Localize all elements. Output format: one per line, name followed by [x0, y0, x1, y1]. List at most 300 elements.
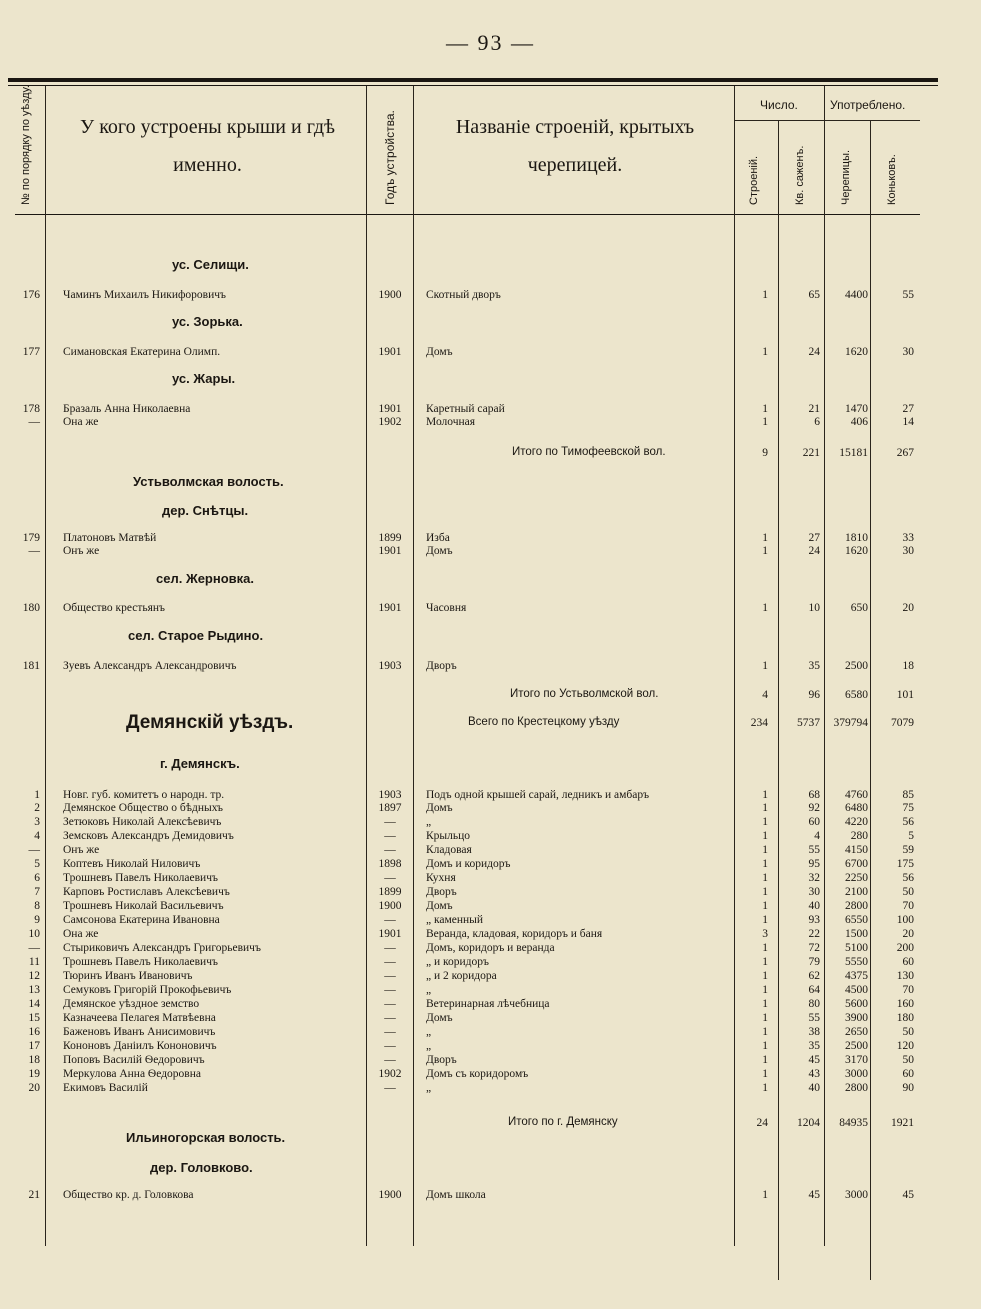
square-sazhens: 93 — [808, 914, 820, 926]
tiles-count: 2250 — [845, 872, 868, 884]
owner-name: Симановская Екатерина Олимп. — [63, 346, 221, 358]
tiles-count: 4760 — [845, 789, 868, 801]
building-name: Каретный сарай — [426, 403, 505, 415]
table-row — [0, 788, 981, 802]
row-number: 177 — [22, 346, 40, 358]
buildings-count: 3 — [762, 928, 768, 940]
table-row — [0, 345, 981, 359]
square-sazhens: 40 — [808, 1082, 820, 1094]
square-sazhens: 10 — [808, 602, 820, 614]
building-name: „ — [426, 816, 432, 828]
square-sazhens: 38 — [808, 1026, 820, 1038]
tiles-count: 3170 — [845, 1054, 868, 1066]
total-row — [0, 1116, 981, 1130]
owner-name: Демянское Общество о бѣдныхъ — [63, 802, 224, 814]
owner-name: Онъ же — [63, 844, 100, 856]
buildings-count: 1 — [762, 970, 768, 982]
ridges-count: 70 — [902, 984, 914, 996]
owner-name: Екимовъ Василій — [63, 1082, 148, 1094]
section-heading: ус. Зорька. — [172, 314, 243, 329]
section-heading: г. Демянскъ. — [160, 756, 240, 771]
year: 1903 — [378, 789, 402, 801]
row-number: 1 — [34, 789, 40, 801]
buildings-count: 1 — [762, 532, 768, 544]
owner-name: Меркулова Анна Ѳедоровна — [63, 1068, 201, 1080]
year: 1901 — [378, 545, 402, 557]
row-number: — — [28, 416, 40, 428]
total-sq: 1204 — [797, 1117, 820, 1129]
ridges-count: 55 — [902, 289, 914, 301]
tiles-count: 2800 — [845, 900, 868, 912]
owner-name: Бразаль Анна Николаевна — [63, 403, 191, 415]
tiles-count: 1620 — [845, 346, 868, 358]
square-sazhens: 79 — [808, 956, 820, 968]
tiles-count: 6700 — [845, 858, 868, 870]
building-name: Ветеринарная лѣчебница — [426, 998, 550, 1010]
building-name: „ и 2 коридора — [426, 970, 497, 982]
building-name: Скотный дворъ — [426, 289, 501, 301]
year: 1901 — [378, 602, 402, 614]
year: 1901 — [378, 928, 402, 940]
row-number: 11 — [28, 956, 40, 968]
buildings-count: 1 — [762, 998, 768, 1010]
buildings-count: 1 — [762, 289, 768, 301]
total-label: Всего по Крестецкому уѣзду — [468, 716, 620, 728]
ridges-count: 85 — [902, 789, 914, 801]
year: — — [384, 970, 396, 982]
table-row — [0, 955, 981, 969]
total-row — [0, 716, 981, 730]
tiles-count: 3000 — [845, 1068, 868, 1080]
square-sazhens: 92 — [808, 802, 820, 814]
square-sazhens: 55 — [808, 1012, 820, 1024]
buildings-count: 1 — [762, 789, 768, 801]
ridges-count: 60 — [902, 956, 914, 968]
ridges-count: 30 — [902, 545, 914, 557]
total-tiles: 15181 — [839, 447, 868, 459]
year: — — [384, 1026, 396, 1038]
owner-name: Чаминъ Михаилъ Никифоровичъ — [63, 289, 226, 301]
ridges-count: 45 — [902, 1189, 914, 1201]
square-sazhens: 72 — [808, 942, 820, 954]
buildings-count: 1 — [762, 830, 768, 842]
table-row — [0, 544, 981, 558]
row-number: 179 — [22, 532, 40, 544]
ridges-count: 59 — [902, 844, 914, 856]
ridges-count: 27 — [902, 403, 914, 415]
building-name: „ и коридоръ — [426, 956, 489, 968]
building-name: Домъ — [426, 802, 453, 814]
table-row — [0, 1067, 981, 1081]
building-name: Дворъ — [426, 886, 457, 898]
year: 1899 — [378, 886, 402, 898]
buildings-count: 1 — [762, 346, 768, 358]
building-name: „ — [426, 1082, 432, 1094]
tiles-count: 6480 — [845, 802, 868, 814]
table-row — [0, 1025, 981, 1039]
total-buildings: 234 — [750, 717, 768, 729]
ridges-count: 5 — [908, 830, 914, 842]
table-row — [0, 913, 981, 927]
ridges-count: 90 — [902, 1082, 914, 1094]
building-name: „ — [426, 1040, 432, 1052]
table-row — [0, 402, 981, 416]
owner-name: Трошневъ Николай Васильевичъ — [63, 900, 224, 912]
year: 1900 — [378, 1189, 402, 1201]
tiles-count: 2100 — [845, 886, 868, 898]
year: 1902 — [378, 416, 402, 428]
total-buildings: 9 — [762, 447, 768, 459]
row-number: 21 — [28, 1189, 40, 1201]
owner-name: Новг. губ. комитетъ о народн. тр. — [63, 789, 225, 801]
table-row — [0, 941, 981, 955]
ridges-count: 18 — [902, 660, 914, 672]
header-building: Названіе строеній, крытыхъ черепицей. — [455, 116, 695, 176]
owner-name: Кононовъ Даніилъ Кононовичъ — [63, 1040, 217, 1052]
header-group-used: Употреблено. — [830, 98, 906, 112]
section-heading: Устьволмская волость. — [133, 474, 284, 489]
owner-name: Тюринъ Иванъ Ивановичъ — [63, 970, 193, 982]
table-row — [0, 871, 981, 885]
section-heading: сел. Старое Рыдино. — [128, 628, 264, 643]
square-sazhens: 65 — [808, 289, 820, 301]
ridges-count: 100 — [896, 914, 914, 926]
total-tiles: 84935 — [839, 1117, 868, 1129]
page-number: — 93 — — [446, 30, 535, 55]
year: 1898 — [378, 858, 402, 870]
ridges-count: 75 — [902, 802, 914, 814]
owner-name: Трошневъ Павелъ Николаевичъ — [63, 872, 218, 884]
tiles-count: 280 — [850, 830, 868, 842]
section-heading: дер. Снѣтцы. — [162, 503, 249, 518]
table-row — [0, 288, 981, 302]
tiles-count: 5550 — [845, 956, 868, 968]
owner-name: Коптевъ Николай Ниловичъ — [63, 858, 201, 870]
buildings-count: 1 — [762, 403, 768, 415]
owner-name: Семуковъ Григорій Прокофьевичъ — [63, 984, 232, 996]
building-name: Молочная — [426, 416, 476, 428]
section-heading: ус. Селищи. — [172, 257, 249, 272]
building-name: Домъ — [426, 545, 453, 557]
row-number: 3 — [34, 816, 40, 828]
section-heading: дер. Головково. — [150, 1160, 253, 1175]
table-row — [0, 1053, 981, 1067]
row-number: 2 — [34, 802, 40, 814]
total-buildings: 4 — [762, 689, 768, 701]
row-number: 5 — [34, 858, 40, 870]
table-row — [0, 1081, 981, 1095]
building-name: Подъ одной крышей сарай, ледникъ и амбаръ — [426, 789, 650, 801]
building-name: Часовня — [426, 602, 467, 614]
row-number: 6 — [34, 872, 40, 884]
table-row — [0, 815, 981, 829]
square-sazhens: 24 — [808, 346, 820, 358]
square-sazhens: 24 — [808, 545, 820, 557]
header-num: № по порядку по уѣзду. — [20, 85, 32, 205]
tiles-count: 4400 — [845, 289, 868, 301]
building-name: Домъ школа — [426, 1189, 486, 1201]
ridges-count: 20 — [902, 928, 914, 940]
square-sazhens: 6 — [814, 416, 820, 428]
building-name: Дворъ — [426, 1054, 457, 1066]
buildings-count: 1 — [762, 900, 768, 912]
year: — — [384, 1082, 396, 1094]
row-number: 8 — [34, 900, 40, 912]
buildings-count: 1 — [762, 1082, 768, 1094]
table-row — [0, 801, 981, 815]
owner-name: Зетюковъ Николай Алексѣевичъ — [63, 816, 222, 828]
buildings-count: 1 — [762, 858, 768, 870]
square-sazhens: 21 — [808, 403, 820, 415]
square-sazhens: 40 — [808, 900, 820, 912]
tiles-count: 2800 — [845, 1082, 868, 1094]
buildings-count: 1 — [762, 416, 768, 428]
square-sazhens: 22 — [808, 928, 820, 940]
row-number: 181 — [22, 660, 40, 672]
tiles-count: 4500 — [845, 984, 868, 996]
building-name: Домъ — [426, 900, 453, 912]
year: 1901 — [378, 346, 402, 358]
buildings-count: 1 — [762, 816, 768, 828]
square-sazhens: 35 — [808, 1040, 820, 1052]
buildings-count: 1 — [762, 802, 768, 814]
building-name: Крыльцо — [426, 830, 471, 842]
building-name: „ — [426, 1026, 432, 1038]
ridges-count: 56 — [902, 872, 914, 884]
table-row — [0, 885, 981, 899]
buildings-count: 1 — [762, 545, 768, 557]
top-rule — [8, 78, 938, 82]
owner-name: Зуевъ Александръ Александровичъ — [63, 660, 237, 672]
row-number: 12 — [28, 970, 40, 982]
ridges-count: 33 — [902, 532, 914, 544]
owner-name: Трошневъ Павелъ Николаевичъ — [63, 956, 218, 968]
square-sazhens: 45 — [808, 1189, 820, 1201]
tiles-count: 2500 — [845, 1040, 868, 1052]
year: — — [384, 984, 396, 996]
owner-name: Онъ же — [63, 545, 100, 557]
header-group-count: Число. — [760, 98, 798, 112]
tiles-count: 6550 — [845, 914, 868, 926]
table-row — [0, 415, 981, 429]
row-number: 19 — [28, 1068, 40, 1080]
table-row — [0, 899, 981, 913]
subheader-rule — [734, 120, 920, 121]
tiles-count: 4220 — [845, 816, 868, 828]
table-row — [0, 843, 981, 857]
table-row — [0, 857, 981, 871]
total-label: Итого по г. Демянску — [508, 1116, 618, 1128]
row-number: 9 — [34, 914, 40, 926]
buildings-count: 1 — [762, 914, 768, 926]
building-name: Изба — [426, 532, 450, 544]
table-row — [0, 927, 981, 941]
owner-name: Казначеева Пелагея Матвѣевна — [63, 1012, 216, 1024]
owner-name: Баженовъ Иванъ Анисимовичъ — [63, 1026, 216, 1038]
owner-name: Она же — [63, 928, 99, 940]
square-sazhens: 35 — [808, 660, 820, 672]
total-row — [0, 688, 981, 702]
building-name: Домъ — [426, 346, 453, 358]
row-number: — — [28, 844, 40, 856]
buildings-count: 1 — [762, 660, 768, 672]
total-tiles: 379794 — [833, 717, 868, 729]
year: 1900 — [378, 900, 402, 912]
table-row — [0, 983, 981, 997]
square-sazhens: 43 — [808, 1068, 820, 1080]
total-label: Итого по Устьволмской вол. — [510, 688, 659, 700]
row-number: 176 — [22, 289, 40, 301]
tiles-count: 406 — [850, 416, 868, 428]
buildings-count: 1 — [762, 1068, 768, 1080]
tiles-count: 1500 — [845, 928, 868, 940]
tiles-count: 4150 — [845, 844, 868, 856]
tiles-count: 1470 — [845, 403, 868, 415]
building-name: Домъ и коридоръ — [426, 858, 511, 870]
buildings-count: 1 — [762, 872, 768, 884]
year: — — [384, 816, 396, 828]
square-sazhens: 32 — [808, 872, 820, 884]
tiles-count: 3900 — [845, 1012, 868, 1024]
ridges-count: 60 — [902, 1068, 914, 1080]
header-buildings: Строеній. — [748, 155, 760, 205]
row-number: 15 — [28, 1012, 40, 1024]
square-sazhens: 30 — [808, 886, 820, 898]
square-sazhens: 64 — [808, 984, 820, 996]
owner-name: Платоновъ Матвѣй — [63, 532, 157, 544]
total-sq: 221 — [802, 447, 820, 459]
year: 1899 — [378, 532, 402, 544]
header-owner: У кого устроены крыши и гдѣ именно. — [80, 116, 335, 176]
row-number: 178 — [22, 403, 40, 415]
year: — — [384, 830, 396, 842]
year: 1902 — [378, 1068, 402, 1080]
building-name: Кухня — [426, 872, 456, 884]
total-buildings: 24 — [756, 1117, 768, 1129]
top-rule-thin — [8, 85, 938, 86]
row-number: — — [28, 942, 40, 954]
square-sazhens: 60 — [808, 816, 820, 828]
table-row — [0, 829, 981, 843]
year: — — [384, 1040, 396, 1052]
total-sq: 5737 — [797, 717, 820, 729]
square-sazhens: 45 — [808, 1054, 820, 1066]
table-row — [0, 1011, 981, 1025]
buildings-count: 1 — [762, 956, 768, 968]
row-number: 16 — [28, 1026, 40, 1038]
row-number: 20 — [28, 1082, 40, 1094]
tiles-count: 3000 — [845, 1189, 868, 1201]
owner-name: Она же — [63, 416, 99, 428]
tiles-count: 5100 — [845, 942, 868, 954]
row-number: 14 — [28, 998, 40, 1010]
buildings-count: 1 — [762, 886, 768, 898]
year: — — [384, 956, 396, 968]
year: 1901 — [378, 403, 402, 415]
ridges-count: 180 — [896, 1012, 914, 1024]
year: — — [384, 844, 396, 856]
table-row — [0, 1039, 981, 1053]
building-name: „ каменный — [426, 914, 484, 926]
tiles-count: 2500 — [845, 660, 868, 672]
header-ridges: Коньковъ. — [886, 154, 898, 205]
ridges-count: 130 — [896, 970, 914, 982]
row-number: 10 — [28, 928, 40, 940]
year: — — [384, 1012, 396, 1024]
ridges-count: 160 — [896, 998, 914, 1010]
building-name: Домъ съ коридоромъ — [426, 1068, 529, 1080]
row-number: 7 — [34, 886, 40, 898]
year: — — [384, 872, 396, 884]
year: — — [384, 942, 396, 954]
owner-name: Общество крестьянъ — [63, 602, 166, 614]
total-tiles: 6580 — [845, 689, 868, 701]
square-sazhens: 62 — [808, 970, 820, 982]
tiles-count: 4375 — [845, 970, 868, 982]
square-sazhens: 80 — [808, 998, 820, 1010]
tiles-count: 5600 — [845, 998, 868, 1010]
buildings-count: 1 — [762, 1012, 768, 1024]
row-number: 18 — [28, 1054, 40, 1066]
buildings-count: 1 — [762, 844, 768, 856]
total-ridges: 101 — [896, 689, 914, 701]
ridges-count: 50 — [902, 1054, 914, 1066]
square-sazhens: 95 — [808, 858, 820, 870]
owner-name: Стыриковичъ Александръ Григорьевичъ — [63, 942, 261, 954]
square-sazhens: 27 — [808, 532, 820, 544]
building-name: Дворъ — [426, 660, 457, 672]
tiles-count: 1620 — [845, 545, 868, 557]
buildings-count: 1 — [762, 942, 768, 954]
row-number: 17 — [28, 1040, 40, 1052]
row-number: — — [28, 545, 40, 557]
owner-name: Демянское уѣздное земство — [63, 998, 200, 1010]
total-row — [0, 446, 981, 460]
square-sazhens: 68 — [808, 789, 820, 801]
square-sazhens: 4 — [814, 830, 820, 842]
table-row — [0, 531, 981, 545]
year: — — [384, 1054, 396, 1066]
owner-name: Самсонова Екатерина Ивановна — [63, 914, 220, 926]
row-number: 180 — [22, 602, 40, 614]
buildings-count: 1 — [762, 602, 768, 614]
tiles-count: 2650 — [845, 1026, 868, 1038]
year: — — [384, 998, 396, 1010]
ridges-count: 120 — [896, 1040, 914, 1052]
building-name: „ — [426, 984, 432, 996]
table-row — [0, 969, 981, 983]
buildings-count: 1 — [762, 1040, 768, 1052]
ridges-count: 200 — [896, 942, 914, 954]
owner-name: Земсковъ Александръ Демидовичъ — [63, 830, 234, 842]
building-name: Веранда, кладовая, коридоръ и баня — [426, 928, 603, 940]
ridges-count: 50 — [902, 886, 914, 898]
total-ridges: 267 — [896, 447, 914, 459]
ridges-count: 56 — [902, 816, 914, 828]
owner-name: Карповъ Ростиславъ Алексѣевичъ — [63, 886, 230, 898]
owner-name: Поповъ Василій Ѳедоровичъ — [63, 1054, 205, 1066]
total-ridges: 1921 — [891, 1117, 914, 1129]
total-label: Итого по Тимофеевской вол. — [512, 446, 666, 458]
tiles-count: 650 — [850, 602, 868, 614]
buildings-count: 1 — [762, 984, 768, 996]
table-row — [0, 659, 981, 673]
building-name: Домъ — [426, 1012, 453, 1024]
header-rule — [15, 214, 920, 215]
section-heading: Ильиногорская волость. — [126, 1130, 286, 1145]
ridges-count: 50 — [902, 1026, 914, 1038]
table-row — [0, 997, 981, 1011]
